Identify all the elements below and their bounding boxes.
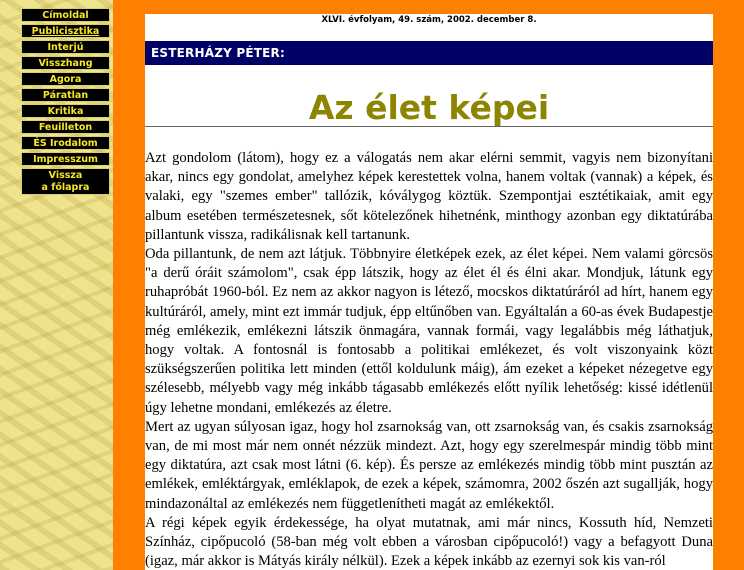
article-paragraph: Mert az ugyan súlyosan igaz, hogy hol zsarnokság van, ott zsarnokság van, és csakis zsarnokság van, de mi most már nem onnét nézzük mindezt. Azt, hogy egy szerelmespár mindig több mint egy diktatúra, azt csak most látni (6. kép). És persze az emlékezés mindig több mint pusztán az emlékek, emléktárgyak, emléklapok, de ezek a képek, számomra, 2002 őszén azt sugallják, hogy mindazonáltal az emlékezés nem függetlenítheti magát az emlékektől. [145,418,713,512]
back-label-line2: a főlapra [41,182,90,193]
back-label-line1: Vissza [48,170,83,181]
nav-item-agora[interactable]: Agora [21,72,110,86]
nav-item-cimoldal[interactable]: Címoldal [21,8,110,22]
nav-item-interju[interactable]: Interjú [21,40,110,54]
article-paragraph: A régi képek egyik érdekessége, ha olyat mutatnak, ami már nincs, Kossuth híd, Nemzeti Színház, cipőpucoló (58-ban még volt ebben a városban cipőpucoló!) vagy a befagyott Duna (igaz, már akkor is Mátyás király nélkül). Ezek a képek inkább az ezernyi sok kis van-ról [145,514,713,570]
nav-item-kritika[interactable]: Kritika [21,104,110,118]
title-divider [145,126,713,127]
article-panel [145,14,713,570]
article-paragraph: Azt gondolom (látom), hogy ez a válogatás nem akar elérni semmit, vagyis nem bizonyítani akar, nincs egy gondolat, amelyhez képek kerestettek volna, hanem voltak (vannak) a képek, és valaki, egy "szemes ember" tallózik, kóválygog köztük. Szempontjai esztétikaiak, amit egy album esetében természetesnek, sőt kötelezőnek hihetnénk, minthogy azonban egy diktatúrába pillantunk vissza, radikálisnak kell tartanunk. [145,150,713,243]
nav-item-publicisztika[interactable]: Publicisztika [21,24,110,38]
article-paragraph: Oda pillantunk, de nem azt látjuk. Többnyire életképek ezek, az élet képei. Nem valami görcsös "a derű óráit számolom", csak épp látszik, hogy az élet él és élni akar. Mondjuk, látunk egy ruhapróbát 1960-ból. Ez nem az akkor nagyon is létező, mocskos diktatúráról ad hírt, hanem egy kultúráról, amely, mint ezt immár tudjuk, épp eltűnőben van. Egyáltalán a 60-as évek Budapestje még emlékezik, emlékezni látszik önmagára, vannak formái, vagy legalábbis még láthatjuk, hogy voltak. A fontosnál is fontosabb a politikai emlékezet, és volt viszonyaink közt szükségszerűen politika lett minden (ettől koldulunk máig), ám ezeket a képeket nézegetve egy szélesebb, mélyebb vagy még inkább tágasabb emlékezés előtt nyílik lehetőség: kissé idétlenül úgy lehetne mondani, emlékezés az életre. [145,246,713,416]
nav-item-back-to-main[interactable] [21,168,110,195]
nav-item-paratlan[interactable]: Páratlan [21,88,110,102]
nav-item-visszhang[interactable]: Visszhang [21,56,110,70]
nav-item-es-irodalom[interactable]: ÉS Irodalom [21,136,110,150]
article-body [145,149,713,570]
author-bar: ESTERHÁZY PÉTER: [145,41,713,65]
article-title: Az élet képei [308,88,550,127]
section-nav [21,8,110,197]
nav-item-feuilleton[interactable]: Feuilleton [21,120,110,134]
nav-item-impresszum[interactable]: Impresszum [21,152,110,166]
issue-info: XLVI. évfolyam, 49. szám, 2002. december 8. [321,15,537,25]
